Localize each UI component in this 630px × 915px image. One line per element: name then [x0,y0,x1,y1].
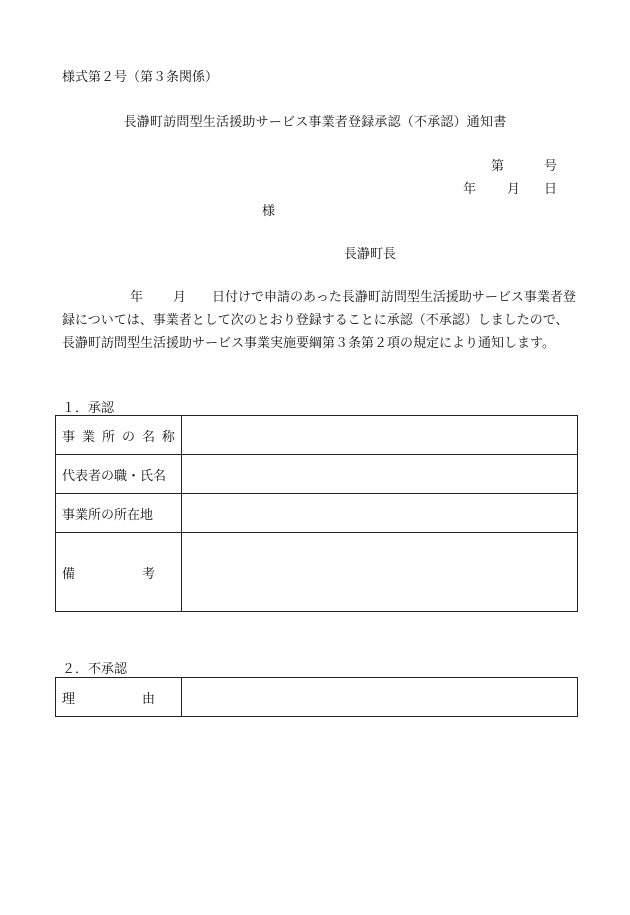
label-char: の [121,429,135,445]
form-number: 様式第２号（第３条関係） [62,70,219,85]
approval-table [55,415,578,612]
office-name-label [56,416,182,455]
table-row [56,455,578,494]
label-char: 考 [141,566,155,582]
rejection-section-label: ２．不承認 [62,662,128,677]
body-paragraph [62,286,578,355]
approval-section-label: １．承認 [62,401,115,416]
reason-field[interactable] [182,678,578,717]
issuer-name: 長瀞町長 [344,247,397,262]
label-char: 所 [101,429,115,445]
document-title: 長瀞町訪問型生活援助サービス事業者登録承認（不承認）通知書 [123,115,507,130]
reason-label [56,678,182,717]
date-year-label: 年 [463,182,477,197]
label-char: 名 [141,429,155,445]
office-name-field[interactable] [182,416,578,455]
label-char: 理 [62,691,76,707]
body-text: 日付けで申請のあった長瀞町訪問型生活援助サービス事業者登録については、事業者として次のとおり登録することに承認（不承認）しましたので、長瀞町訪問型生活援助サービス事業実施要綱第３条第２項の規定により通知します。 [62,290,576,351]
table-row [56,494,578,533]
table-row [56,416,578,455]
label-char: 業 [81,429,95,445]
label-char: 由 [141,691,155,707]
date-day-label: 日 [544,182,558,197]
office-address-field[interactable] [182,494,578,533]
document-number-suffix: 号 [544,159,558,174]
date-month-label: 月 [507,182,521,197]
remarks-label [56,533,182,612]
label-char: 事 [62,429,76,445]
table-row [56,678,578,717]
rejection-table [55,677,578,717]
body-year-label: 年 [130,290,144,305]
representative-label: 代表者の職・氏名 [56,455,182,494]
office-address-label: 事業所の所在地 [56,494,182,533]
document-number-prefix: 第 [491,159,505,174]
remarks-field[interactable] [182,533,578,612]
representative-field[interactable] [182,455,578,494]
body-month-label: 月 [173,290,187,305]
label-char: 称 [161,429,175,445]
addressee-suffix: 様 [262,204,276,219]
table-row [56,533,578,612]
label-char: 備 [62,566,76,582]
